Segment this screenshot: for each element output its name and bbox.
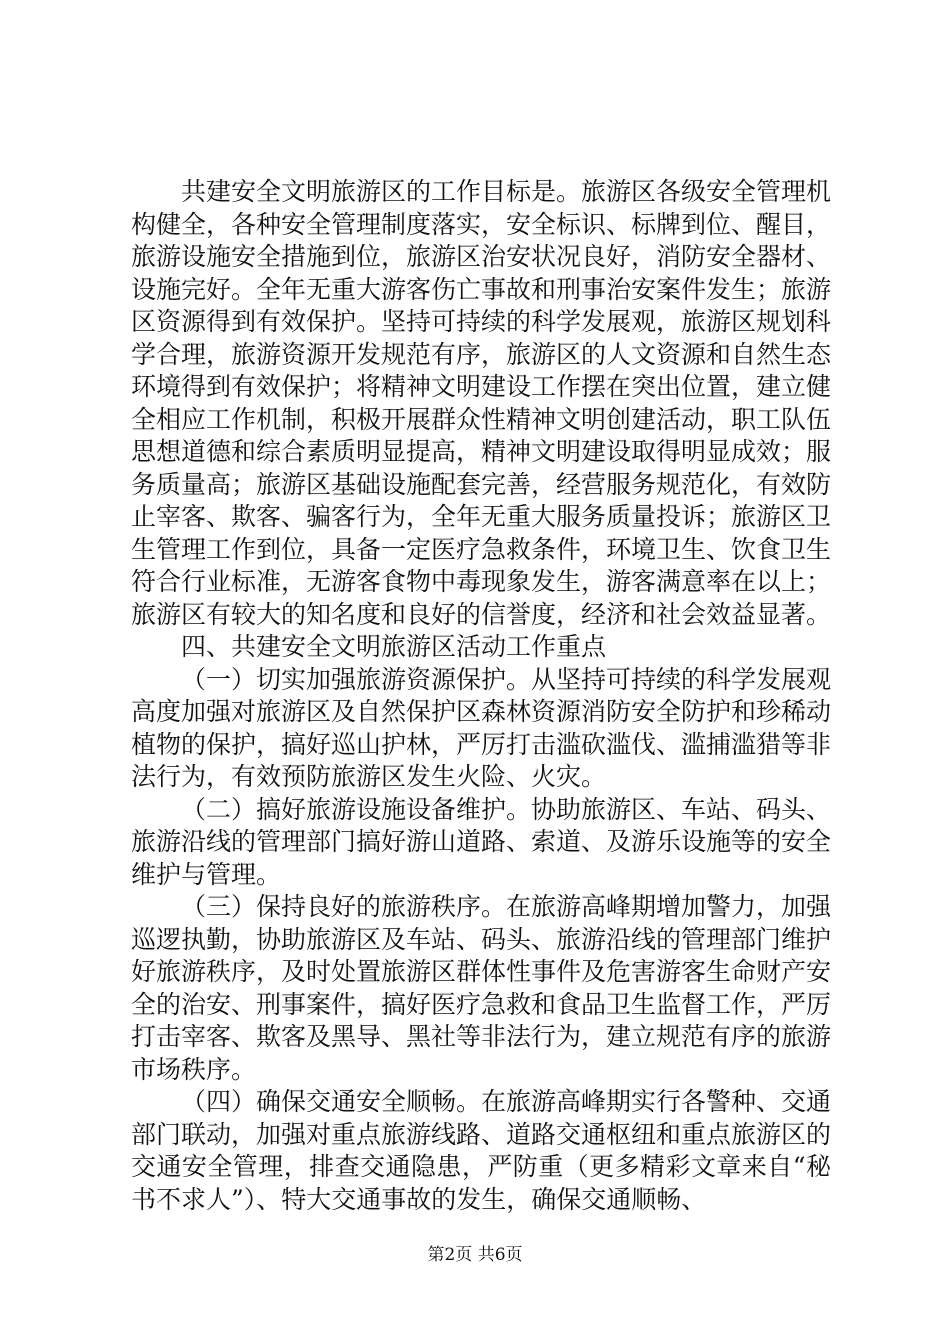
paragraph-item-4: （四）确保交通安全顺畅。在旅游高峰期实行各警种、交通部门联动，加强对重点旅游线路、道路交通枢纽和重点旅游区的交通安全管理，排查交通隐患，严防重（更多精彩文章来自“秘书不求人”）、特大交通事故的发生，确保交通顺畅、: [131, 1087, 832, 1214]
section-heading-4: 四、共建安全文明旅游区活动工作重点: [181, 632, 607, 661]
paragraph-item-2: （二）搞好旅游设施设备维护。协助旅游区、车站、码头、旅游沿线的管理部门搞好游山道路、索道、及游乐设施等的安全维护与管理。: [131, 794, 832, 889]
paragraph-item-1: （一）切实加强旅游资源保护。从坚持可持续的科学发展观高度加强对旅游区及自然保护区森林资源消防安全防护和珍稀动植物的保护，搞好巡山护林，严厉打击滥砍滥伐、滥捕滥猎等非法行为，有效预防旅游区发生火险、火灾。: [131, 664, 832, 791]
paragraph-item-3: （三）保持良好的旅游秩序。在旅游高峰期增加警力，加强巡逻执勤，协助旅游区及车站、码头、旅游沿线的管理部门维护好旅游秩序，及时处置旅游区群体性事件及危害游客生命财产安全的治安、刑事案件，搞好医疗急救和食品卫生监督工作，严厉打击宰客、欺客及黑导、黑社等非法行为，建立规范有序的旅游市场秩序。: [131, 892, 832, 1084]
paragraph-work-goals: 共建安全文明旅游区的工作目标是。旅游区各级安全管理机构健全，各种安全管理制度落实，安全标识、标牌到位、醒目，旅游设施安全措施到位，旅游区治安状况良好，消防安全器材、设施完好。全年无重大游客伤亡事故和刑事治安案件发生；旅游区资源得到有效保护。坚持可持续的科学发展观，旅游区规划科学合理，旅游资源开发规范有序，旅游区的人文资源和自然生态环境得到有效保护；将精神文明建设工作摆在突出位置，建立健全相应工作机制，积极开展群众性精神文明创建活动，职工队伍思想道德和综合素质明显提高，精神文明建设取得明显成效；服务质量高；旅游区基础设施配套完善，经营服务规范化，有效防止宰客、欺客、骗客行为，全年无重大服务质量投诉；旅游区卫生管理工作到位，具备一定医疗急救条件，环境卫生、饮食卫生符合行业标准，无游客食物中毒现象发生，游客满意率在以上；旅游区有较大的知名度和良好的信誉度，经济和社会效益显著。: [131, 177, 832, 629]
document-body: [131, 176, 831, 1216]
page-footer: 第2页 共6页: [427, 1245, 523, 1265]
